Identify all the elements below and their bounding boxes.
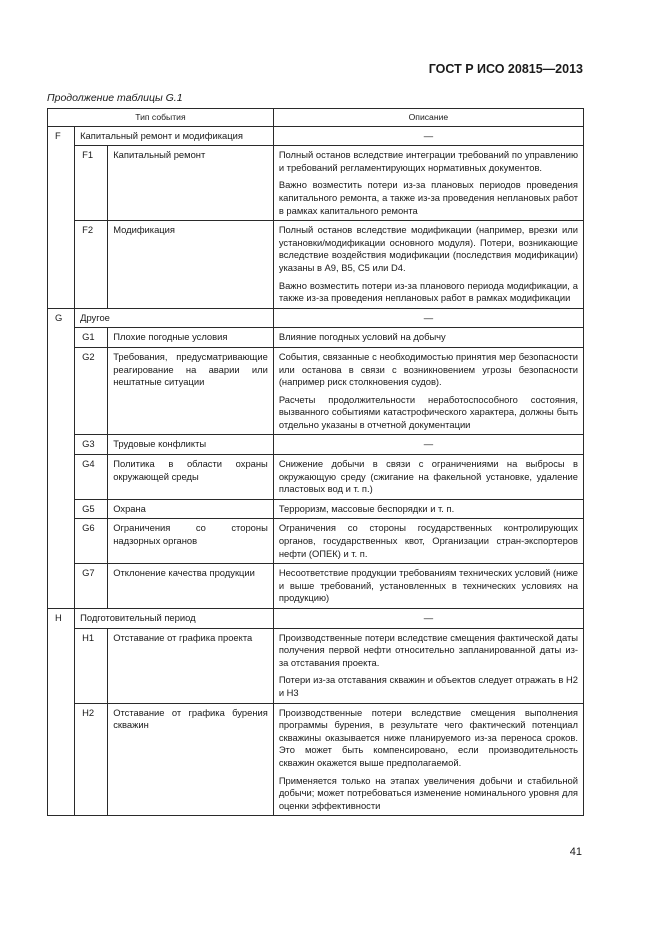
events-table bbox=[47, 108, 584, 816]
subcategory-title: Ограничения со стороны надзорных органов bbox=[108, 519, 274, 564]
category-row bbox=[48, 126, 584, 146]
subcategory-description bbox=[273, 519, 583, 564]
header-description: Описание bbox=[273, 109, 583, 127]
subcategory-code: G7 bbox=[75, 564, 108, 609]
subcategory-description bbox=[273, 499, 583, 519]
subcategory-code: G2 bbox=[75, 347, 108, 435]
subcategory-description bbox=[273, 221, 583, 309]
subcategory-code: G4 bbox=[75, 455, 108, 500]
description-paragraph: Применяется только на этапах увеличения добычи и стабильной добычи; может потребоваться изменение номинального уровня для оценки эффективности bbox=[278, 774, 578, 811]
subcategory-description bbox=[273, 628, 583, 703]
subcategory-row bbox=[48, 221, 584, 309]
subcategory-code: G6 bbox=[75, 519, 108, 564]
category-description: — bbox=[273, 126, 583, 146]
subcategory-row bbox=[48, 564, 584, 609]
description-paragraph: Терроризм, массовые беспорядки и т. п. bbox=[278, 502, 455, 514]
table-body bbox=[48, 126, 584, 816]
subcategory-code: H1 bbox=[75, 628, 108, 703]
description-paragraph: Влияние погодных условий на добычу bbox=[278, 331, 446, 343]
description-paragraph: Потери из-за отставания скважин и объектов следует отражать в H2 и H3 bbox=[278, 674, 578, 698]
subcategory-description bbox=[273, 435, 583, 455]
subcategory-title: Отставание от графика проекта bbox=[108, 628, 274, 703]
description-paragraph: Производственные потери вследствие смещения фактической даты получения первой нефти относительно запланированной даты из-за отставания проекта. bbox=[278, 631, 578, 668]
subcategory-title: Отклонение качества продукции bbox=[108, 564, 274, 609]
subcategory-description bbox=[273, 455, 583, 500]
description-paragraph: Расчеты продолжительности неработоспособного состояния, вызванного событиями катастрофического характера, должны быть отдельно указаны в отчетной документации bbox=[278, 393, 578, 430]
subcategory-row bbox=[48, 499, 584, 519]
category-row bbox=[48, 609, 584, 629]
subcategory-title: Плохие погодные условия bbox=[108, 328, 274, 348]
description-paragraph: Производственные потери вследствие смещения выполнения программы бурения, в результате чего фактический потенциал скважины оказывается ниже планируемого из-за переноса сроков. Это может быть компенсировано, если производительность скважин окажется выше предполагаемой. bbox=[278, 706, 578, 768]
subcategory-description bbox=[273, 328, 583, 348]
category-title: Подготовительный период bbox=[75, 609, 274, 629]
category-code: F bbox=[48, 126, 75, 308]
subcategory-code: F2 bbox=[75, 221, 108, 309]
subcategory-row bbox=[48, 628, 584, 703]
subcategory-code: G5 bbox=[75, 499, 108, 519]
description-paragraph: Снижение добычи в связи с ограничениями на выбросы в окружающую среду (сжигание на факельной установке, удаление пластовых вод и т. п.) bbox=[278, 458, 578, 495]
subcategory-code: G1 bbox=[75, 328, 108, 348]
subcategory-title: Модификация bbox=[108, 221, 274, 309]
description-paragraph: Несоответствие продукции требованиям технических условий (ниже и выше требований, установленных в технических условиях на продукцию) bbox=[278, 567, 578, 604]
subcategory-code: H2 bbox=[75, 703, 108, 816]
subcategory-title: Требования, предусматривающие реагирование на аварии или нештатные ситуации bbox=[108, 347, 274, 435]
description-paragraph: Ограничения со стороны государственных контролирующих органов, государственных квот, Организации стран-экспортеров нефти (ОПЕК) и т. п. bbox=[278, 522, 578, 559]
category-title: Другое bbox=[75, 308, 274, 328]
document-header: ГОСТ Р ИСО 20815—2013 bbox=[428, 62, 583, 76]
category-title: Капитальный ремонт и модификация bbox=[75, 126, 274, 146]
subcategory-title: Охрана bbox=[108, 499, 274, 519]
subcategory-row bbox=[48, 519, 584, 564]
category-description: — bbox=[273, 308, 583, 328]
description-paragraph: — bbox=[423, 438, 434, 450]
subcategory-title: Трудовые конфликты bbox=[108, 435, 274, 455]
subcategory-description bbox=[273, 564, 583, 609]
subcategory-row bbox=[48, 347, 584, 435]
description-paragraph: События, связанные с необходимостью принятия мер безопасности или останова в связи с возникновением угрозы безопасности (например риск столкновения судов). bbox=[278, 350, 578, 388]
subcategory-row bbox=[48, 703, 584, 816]
subcategory-row bbox=[48, 328, 584, 348]
description-paragraph: Важно возместить потери из-за планового периода модификации, а также из-за проведения неплановых работ в рамках модификации bbox=[278, 279, 578, 304]
subcategory-code: G3 bbox=[75, 435, 108, 455]
subcategory-description bbox=[273, 146, 583, 221]
category-code: H bbox=[48, 609, 75, 816]
subcategory-description bbox=[273, 703, 583, 816]
category-description: — bbox=[273, 609, 583, 629]
subcategory-row bbox=[48, 435, 584, 455]
page-number: 41 bbox=[569, 846, 582, 858]
subcategory-code: F1 bbox=[75, 146, 108, 221]
description-paragraph: Полный останов вследствие модификации (например, врезки или установки/модификации основного модуля). Потери, возникающие вследствие воздействия модификации (последствия модификации) указаны в A9, B5, C5 или D4. bbox=[278, 224, 578, 273]
description-paragraph: Полный останов вследствие интеграции требований по управлению и требований регламентирующих нормативных документов. bbox=[278, 149, 578, 173]
subcategory-row bbox=[48, 146, 584, 221]
category-row bbox=[48, 308, 584, 328]
subcategory-title: Отставание от графика бурения скважин bbox=[108, 703, 274, 816]
subcategory-row bbox=[48, 455, 584, 500]
subcategory-title: Политика в области охраны окружающей среды bbox=[108, 455, 274, 500]
header-event-type: Тип события bbox=[48, 109, 274, 127]
description-paragraph: Важно возместить потери из-за плановых периодов проведения капитального ремонта, а также из-за проведения неплановых работ в рамках капитального ремонта bbox=[278, 179, 578, 216]
table-header-row bbox=[48, 109, 584, 127]
subcategory-title: Капитальный ремонт bbox=[108, 146, 274, 221]
subcategory-description bbox=[273, 347, 583, 435]
table-caption: Продолжение таблицы G.1 bbox=[47, 92, 183, 104]
category-code: G bbox=[48, 308, 75, 608]
